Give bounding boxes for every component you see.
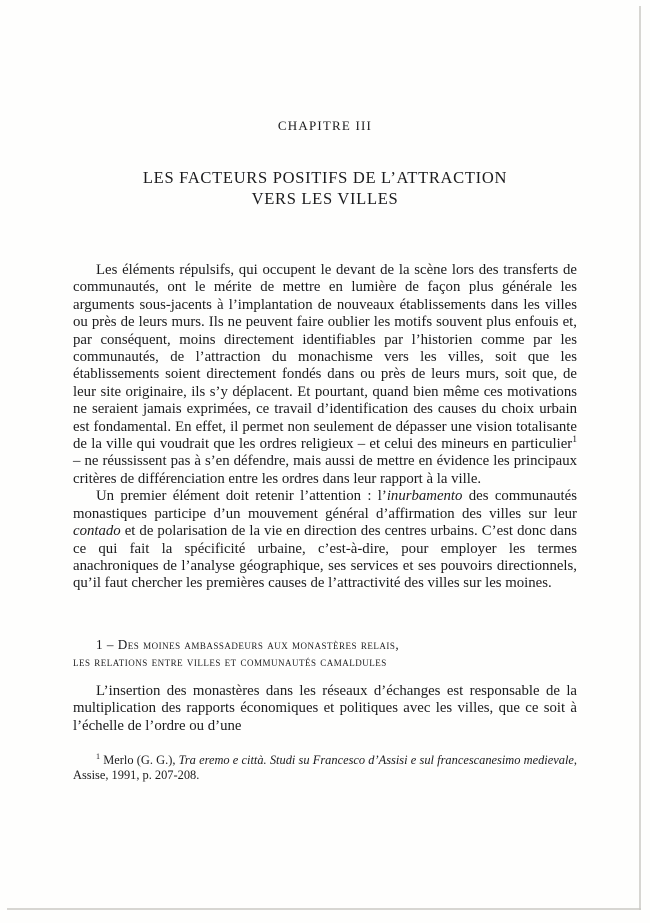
title-line-1: LES FACTEURS POSITIFS DE L’ATTRACTION <box>142 168 508 187</box>
paragraph-2-text-end: et de polarisation de la vie en direction des centres urbains. C’est donc dans ce qui fait la spécificité urbaine, c’est-à-dire, pour employer les termes anachroniques de l’analyse géographique, ses services et ses pouvoirs directionnels, qu’il faut chercher les premières causes de l’attractivité des villes sur les moines. <box>73 523 577 592</box>
body-text-continued <box>73 683 577 735</box>
page-content <box>73 0 577 783</box>
title-line-2: VERS LES VILLES <box>251 189 399 208</box>
page-edge-right <box>639 6 641 910</box>
paragraph-2-text: Un premier élément doit retenir l’attention : l’ <box>96 488 387 505</box>
paragraph-1-text: Les éléments répulsifs, qui occupent le devant de la scène lors des transferts de communautés, ont le mérite de mettre en lumière de façon plus générale les arguments sous-jacents à l’implantation de nouveaux établissements dans les villes ou près de leurs murs. Ils ne peuvent faire oublier les motifs souvent plus enfouis et, par conséquent, moins directement identifiables par l’historien comme par les communautés, de l’attraction du monachisme vers les villes, soit que les établissements soient directement fondés dans ou près de leurs murs, soit que, de leur site originaire, ils s’y déplacent. Et pourtant, quand bien même ces motivations ne seraient jamais exprimées, ce travail d’identification des causes du choix urbain est fondamental. En effet, il permet non seulement de dépasser une vision totalisante de la ville qui voudrait que les ordres religieux – et celui des mineurs en particulier <box>73 262 577 453</box>
footnote-text-end: , Assise, 1991, p. 207-208. <box>73 752 577 783</box>
footnote-work-title: Tra eremo e città. Studi su Francesco d’Assisi e sul francescanesimo medievale <box>178 752 574 767</box>
footnote-1 <box>73 753 577 783</box>
paragraph-1-text-cont: – ne réussissent pas à s’en défendre, mais aussi de mettre en évidence les principaux critères de différenciation entre les ordres dans leur rapport à la ville. <box>73 453 577 487</box>
paragraph-3: L’insertion des monastères dans les réseaux d’échanges est responsable de la multiplication des rapports économiques et politiques avec les villes, que ce soit à l’échelle de l’ordre ou d’une <box>73 682 577 734</box>
italic-term-inurbamento: inurbamento <box>386 488 463 505</box>
section-heading-line-1: 1 – Des moines ambassadeurs aux monastères relais, <box>96 636 400 652</box>
chapter-label: CHAPITRE III <box>277 118 373 133</box>
italic-term-contado: contado <box>73 523 121 540</box>
paragraph-1 <box>73 262 577 488</box>
section-heading <box>73 636 577 671</box>
page-edge-bottom <box>7 908 641 910</box>
paragraph-2-text-cont: des communautés monastiques participe d’un mouvement général d’affirmation des villes sur leur <box>73 488 577 522</box>
footnote-block <box>73 753 577 783</box>
footnote-text: Merlo (G. G.), <box>100 752 179 767</box>
paragraph-2 <box>73 488 577 592</box>
section-heading-line-2: les relations entre villes et communautés camaldules <box>73 654 387 670</box>
footnote-reference-1: 1 <box>572 434 577 446</box>
footnote-marker: 1 <box>96 751 101 761</box>
body-text <box>73 262 577 593</box>
page-title <box>73 167 577 209</box>
